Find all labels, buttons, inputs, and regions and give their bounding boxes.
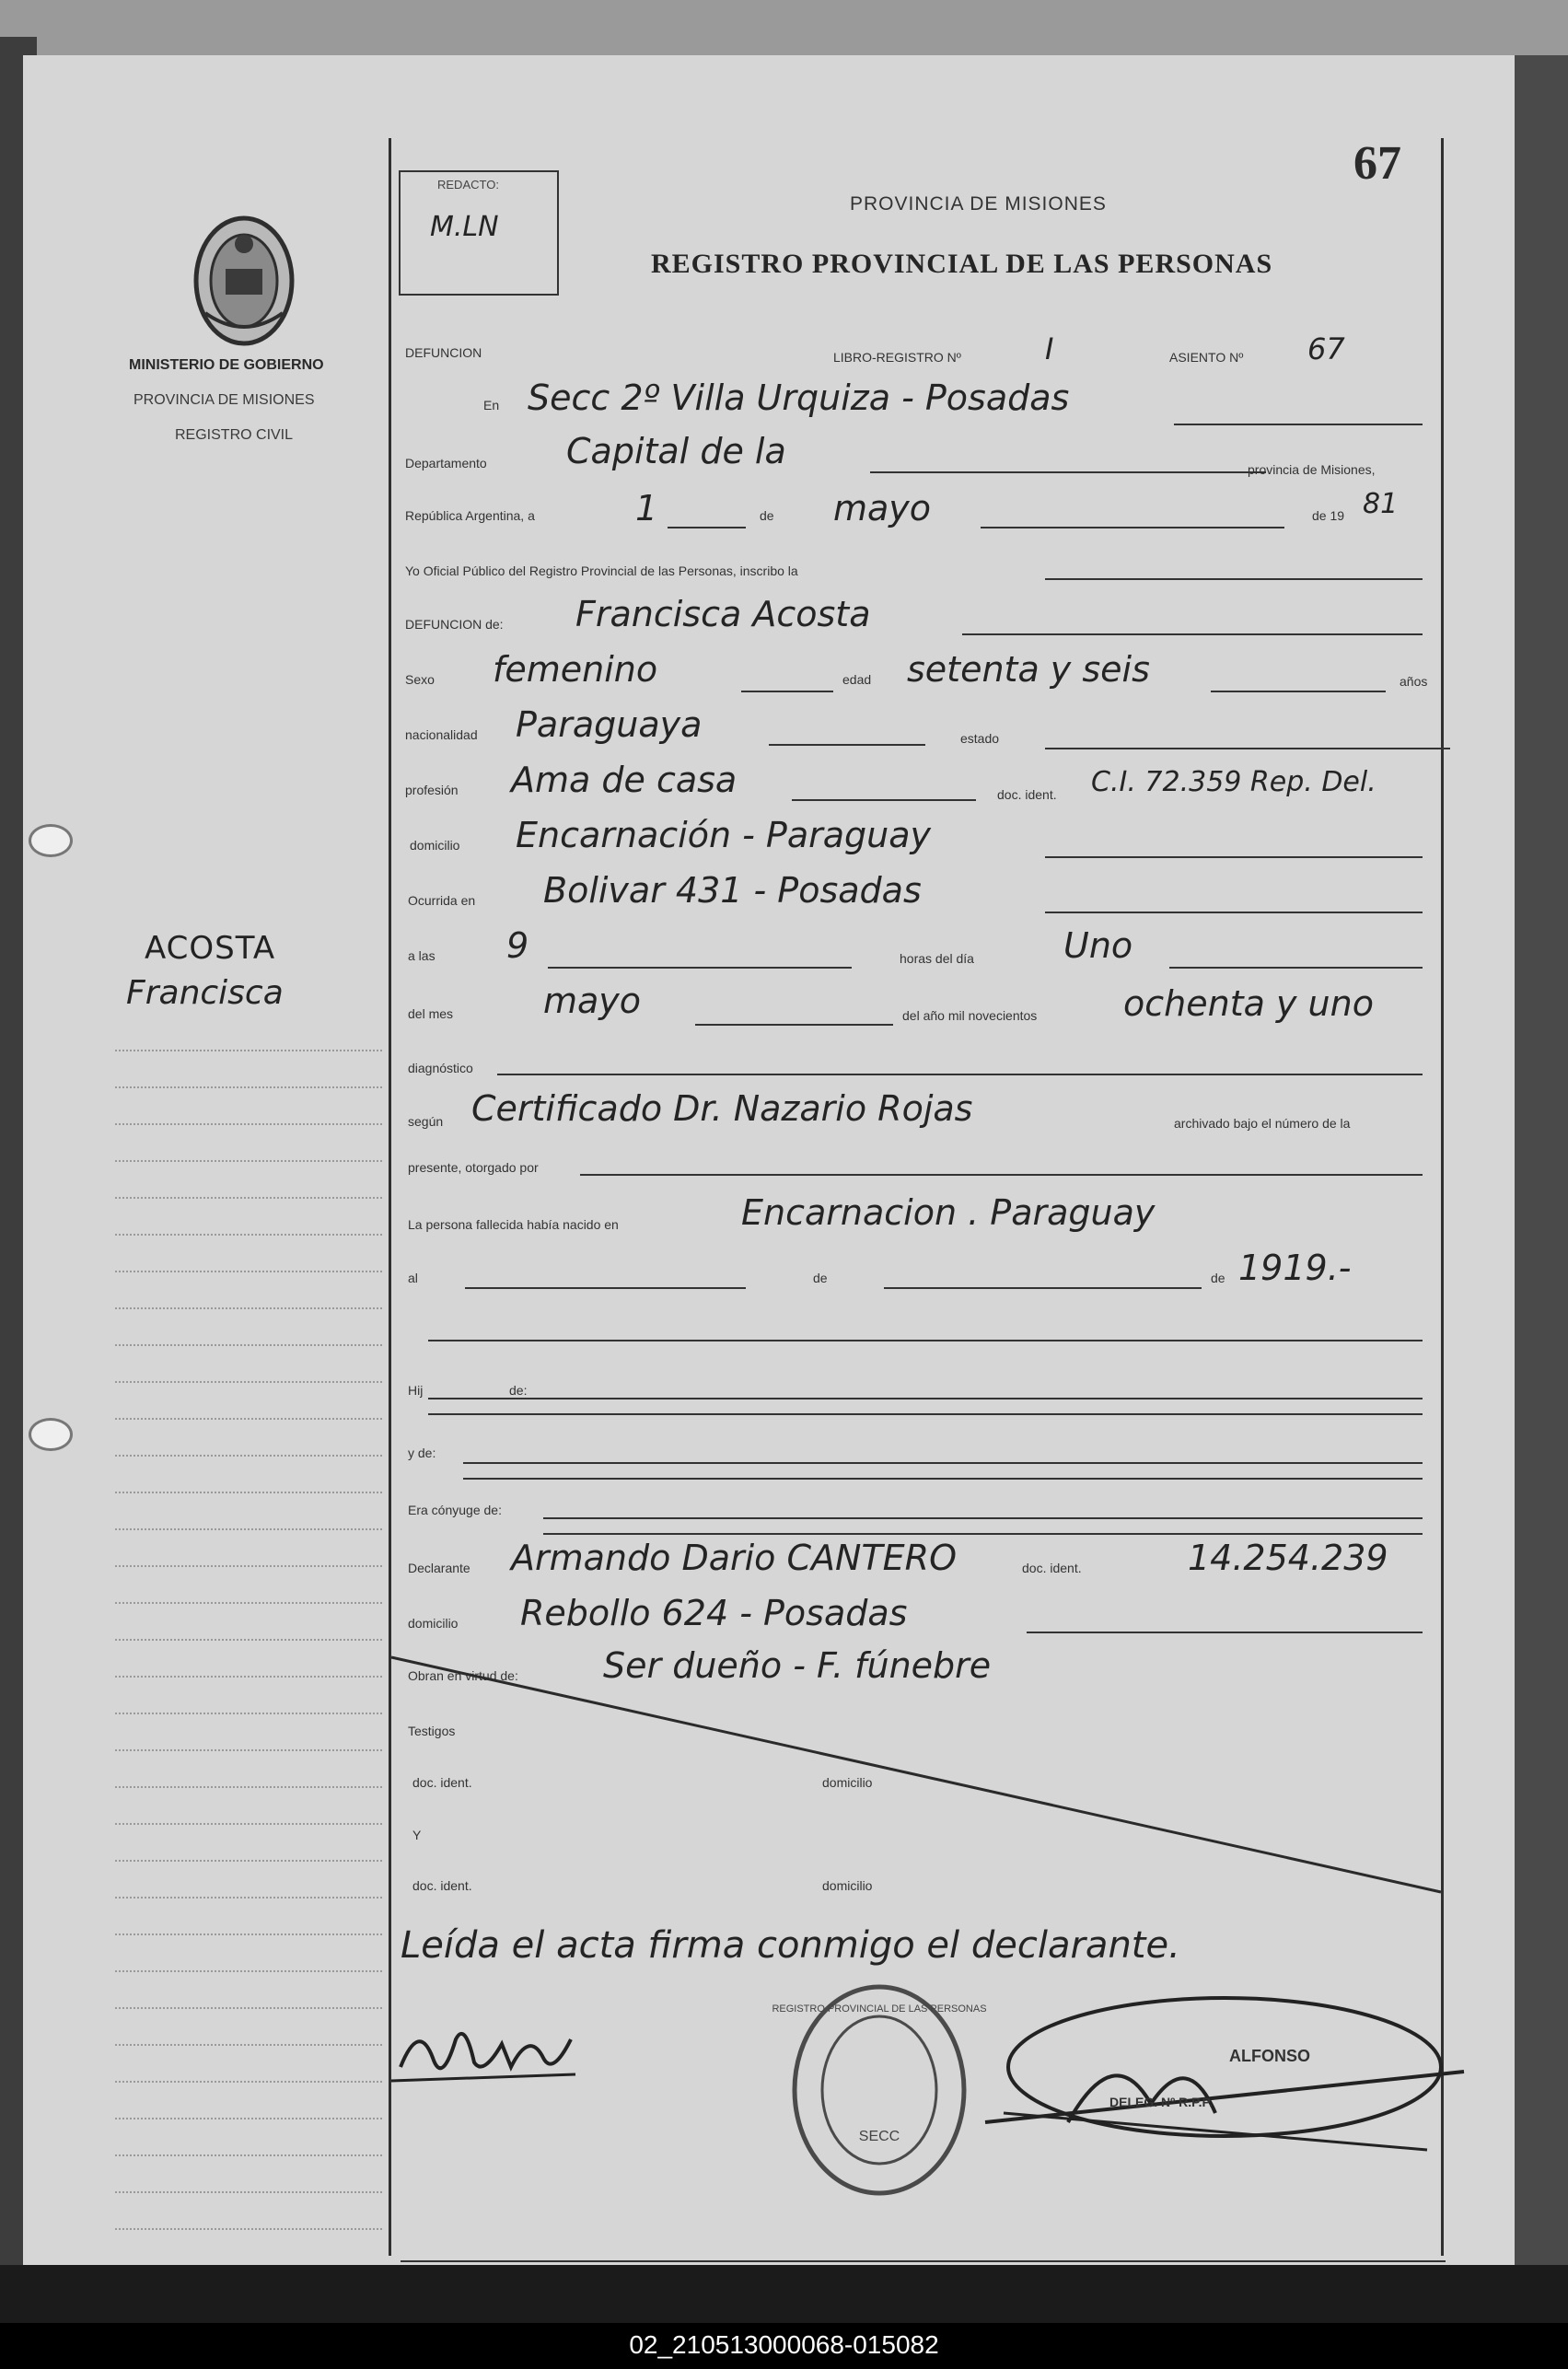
margin-line <box>115 1271 382 1272</box>
margin-line <box>115 1307 382 1309</box>
domicilio-value: Encarnación - Paraguay <box>516 815 932 855</box>
libro-value: I <box>1045 331 1054 366</box>
de-year-label: de 19 <box>1312 508 1345 523</box>
del-ano-label: del año mil novecientos <box>902 1008 1038 1023</box>
nacido-label: La persona fallecida había nacido en <box>408 1217 619 1232</box>
del-mes-label: del mes <box>408 1006 454 1021</box>
margin-line <box>115 1897 382 1899</box>
margin-line <box>115 1823 382 1825</box>
departamento-value: Capital de la <box>566 431 786 471</box>
fill-line <box>1174 424 1423 425</box>
fill-line <box>668 527 746 528</box>
fill-line <box>769 744 925 746</box>
margin-line <box>115 1970 382 1972</box>
fill-line <box>870 471 1266 473</box>
margin-line <box>115 1860 382 1862</box>
ocurrida-label: Ocurrida en <box>408 893 476 908</box>
month-value: mayo <box>833 488 932 528</box>
fill-line <box>580 1174 1423 1176</box>
margin-line <box>115 2007 382 2009</box>
republica-label: República Argentina, a <box>405 508 535 523</box>
fill-line <box>428 1340 1423 1341</box>
ministry-line-2: PROVINCIA DE MISIONES <box>134 392 315 408</box>
domicilio-2-label: domicilio <box>822 1775 873 1790</box>
ano-value: ochenta y uno <box>1123 983 1374 1024</box>
libro-label: LIBRO-REGISTRO Nº <box>833 350 961 365</box>
background-right <box>1515 55 1568 2265</box>
defuncion-de-label: DEFUNCION de: <box>405 617 504 632</box>
officer-signature <box>948 1984 1501 2187</box>
stamp-ring-text: REGISTRO PROVINCIAL DE LAS PERSONAS <box>772 2003 987 2015</box>
anos-label: años <box>1400 674 1428 689</box>
closing-statement: Leída el acta firma conmigo el declarante. <box>401 1924 1180 1967</box>
conyuge-label: Era cónyuge de: <box>408 1503 502 1517</box>
presente-label: presente, otorgado por <box>408 1160 539 1175</box>
fill-line <box>543 1517 1423 1519</box>
fill-line <box>1045 856 1423 858</box>
doc-ident-2-label: doc. ident. <box>412 1775 472 1790</box>
margin-line <box>115 1123 382 1125</box>
a-las-label: a las <box>408 948 436 963</box>
sexo-value: femenino <box>493 649 658 690</box>
register-page <box>23 55 1515 2265</box>
a-las-value: 9 <box>506 925 529 966</box>
margin-line <box>115 1676 382 1678</box>
de3-label: de <box>1211 1271 1225 1285</box>
fill-line <box>1211 691 1386 692</box>
fill-line <box>548 967 852 969</box>
horas-label: horas del día <box>900 951 974 966</box>
doc-ident-3-label: doc. ident. <box>412 1878 472 1893</box>
hij-de-label: de: <box>509 1383 528 1398</box>
redacto-box <box>399 170 559 296</box>
redacto-initials: M.LN <box>430 211 499 243</box>
margin-line <box>115 1418 382 1420</box>
margin-line <box>115 1455 382 1457</box>
declarant-signature <box>391 2003 585 2104</box>
doc-ident-label: doc. ident. <box>997 787 1057 802</box>
margin-line <box>115 1749 382 1751</box>
ministry-line-1: MINISTERIO DE GOBIERNO <box>129 357 324 373</box>
departamento-label: Departamento <box>405 456 487 470</box>
fill-line <box>1045 578 1423 580</box>
margin-line <box>115 2191 382 2193</box>
margin-line <box>115 1639 382 1641</box>
fill-line <box>884 1287 1202 1289</box>
day-value: 1 <box>635 488 658 528</box>
margin-line <box>115 1160 382 1162</box>
margin-line <box>115 1381 382 1383</box>
declarante-value: Armando Dario CANTERO <box>511 1538 957 1578</box>
margin-line <box>115 2228 382 2230</box>
de2-label: de <box>813 1271 828 1285</box>
segun-label: según <box>408 1114 444 1129</box>
left-column <box>23 55 389 2265</box>
margin-line <box>115 1602 382 1604</box>
fill-line <box>981 527 1284 528</box>
coat-of-arms-emblem <box>189 212 299 350</box>
profesion-value: Ama de casa <box>511 760 738 800</box>
nacido-value: Encarnacion . Paraguay <box>741 1192 1156 1233</box>
asiento-label: ASIENTO Nº <box>1169 350 1244 365</box>
record-type-label: DEFUNCION <box>405 345 482 360</box>
obran-value: Ser dueño - F. fúnebre <box>603 1645 992 1686</box>
fill-line <box>1027 1632 1423 1633</box>
year-value: 81 <box>1363 488 1399 520</box>
segun-value: Certificado Dr. Nazario Rojas <box>471 1088 973 1129</box>
officer-name: ALFONSO <box>1229 2047 1310 2065</box>
fill-line <box>463 1462 1423 1464</box>
margin-given-name: Francisca <box>126 974 284 1012</box>
diagnostico-label: diagnóstico <box>408 1061 473 1075</box>
margin-line <box>115 2118 382 2119</box>
stamp-inner-text: SECC <box>858 2129 900 2144</box>
provincia-label: provincia de Misiones, <box>1248 462 1376 477</box>
y-de-label: y de: <box>408 1446 436 1460</box>
declarante-doc-value: 14.254.239 <box>1188 1538 1388 1578</box>
registry-stamp <box>772 1980 987 2201</box>
y-label: Y <box>412 1828 422 1842</box>
margin-line <box>115 2154 382 2156</box>
declarante-dom-value: Rebollo 624 - Posadas <box>520 1593 908 1633</box>
margin-line <box>115 1565 382 1567</box>
declarante-doc-label: doc. ident. <box>1022 1561 1082 1575</box>
edad-label: edad <box>842 672 872 687</box>
column-divider-right <box>1441 138 1444 2256</box>
margin-line <box>115 1197 382 1199</box>
margin-surname: ACOSTA <box>145 930 276 967</box>
en-label: En <box>483 398 500 412</box>
province-header: PROVINCIA DE MISIONES <box>850 193 1107 215</box>
fill-line <box>543 1533 1423 1535</box>
edad-value: setenta y seis <box>907 649 1150 690</box>
birth-year-value: 1919.- <box>1238 1248 1352 1288</box>
nacionalidad-value: Paraguaya <box>516 704 703 745</box>
al-label: al <box>408 1271 418 1285</box>
fill-line <box>1045 912 1423 913</box>
deceased-name: Francisca Acosta <box>575 594 871 634</box>
archivado-label: archivado bajo el número de la <box>1174 1116 1351 1131</box>
fill-line <box>695 1024 893 1026</box>
fill-line <box>465 1287 746 1289</box>
testigos-strike-line <box>391 1657 1446 1897</box>
fill-line <box>428 1413 1423 1415</box>
domicilio-3-label: domicilio <box>822 1878 873 1893</box>
nacionalidad-label: nacionalidad <box>405 727 478 742</box>
location-value: Secc 2º Villa Urquiza - Posadas <box>528 377 1070 418</box>
sexo-label: Sexo <box>405 672 435 687</box>
fill-line <box>1169 967 1423 969</box>
image-id-footer: 02_210513000068-015082 <box>0 2323 1568 2369</box>
de-label: de <box>760 508 774 523</box>
fill-line <box>792 799 976 801</box>
fill-line <box>497 1074 1423 1075</box>
dia-value: Uno <box>1063 925 1133 966</box>
margin-line <box>115 1492 382 1493</box>
fill-line <box>1045 748 1450 749</box>
fill-line <box>962 633 1423 635</box>
doc-ident-value: C.I. 72.359 Rep. Del. <box>1091 766 1376 798</box>
fill-line <box>463 1478 1423 1480</box>
ocurrida-value: Bolivar 431 - Posadas <box>543 870 922 911</box>
redacto-label: REDACTO: <box>437 178 499 192</box>
margin-line <box>115 2081 382 2083</box>
ministry-line-3: REGISTRO CIVIL <box>175 427 294 443</box>
registry-title: REGISTRO PROVINCIAL DE LAS PERSONAS <box>651 249 1273 279</box>
declarante-label: Declarante <box>408 1561 470 1575</box>
asiento-value: 67 <box>1307 331 1345 366</box>
margin-line <box>115 1086 382 1088</box>
declarante-dom-label: domicilio <box>408 1616 459 1631</box>
profesion-label: profesión <box>405 783 459 797</box>
margin-line <box>115 1050 382 1051</box>
oficial-statement: Yo Oficial Público del Registro Provincial de las Personas, inscribo la <box>405 563 798 578</box>
testigos-label: Testigos <box>408 1724 456 1738</box>
estado-label: estado <box>960 731 1000 746</box>
margin-line <box>115 1786 382 1788</box>
margin-line <box>115 1934 382 1935</box>
fill-line <box>428 1398 1423 1399</box>
page-number: 67 <box>1353 137 1401 190</box>
fill-line <box>741 691 833 692</box>
margin-line <box>115 1344 382 1346</box>
officer-title: DELEG. Nº R.P.P. <box>1109 2095 1213 2109</box>
column-divider-left <box>389 138 391 2256</box>
margin-line <box>115 1713 382 1714</box>
obran-label: Obran en virtud de: <box>408 1668 518 1683</box>
margin-line <box>115 1528 382 1530</box>
margin-line <box>115 1234 382 1236</box>
page-bottom-line <box>401 2260 1446 2262</box>
mes-value: mayo <box>543 981 642 1021</box>
domicilio-label: domicilio <box>410 838 460 853</box>
margin-line <box>115 2044 382 2046</box>
hij-label: Hij <box>408 1383 424 1398</box>
